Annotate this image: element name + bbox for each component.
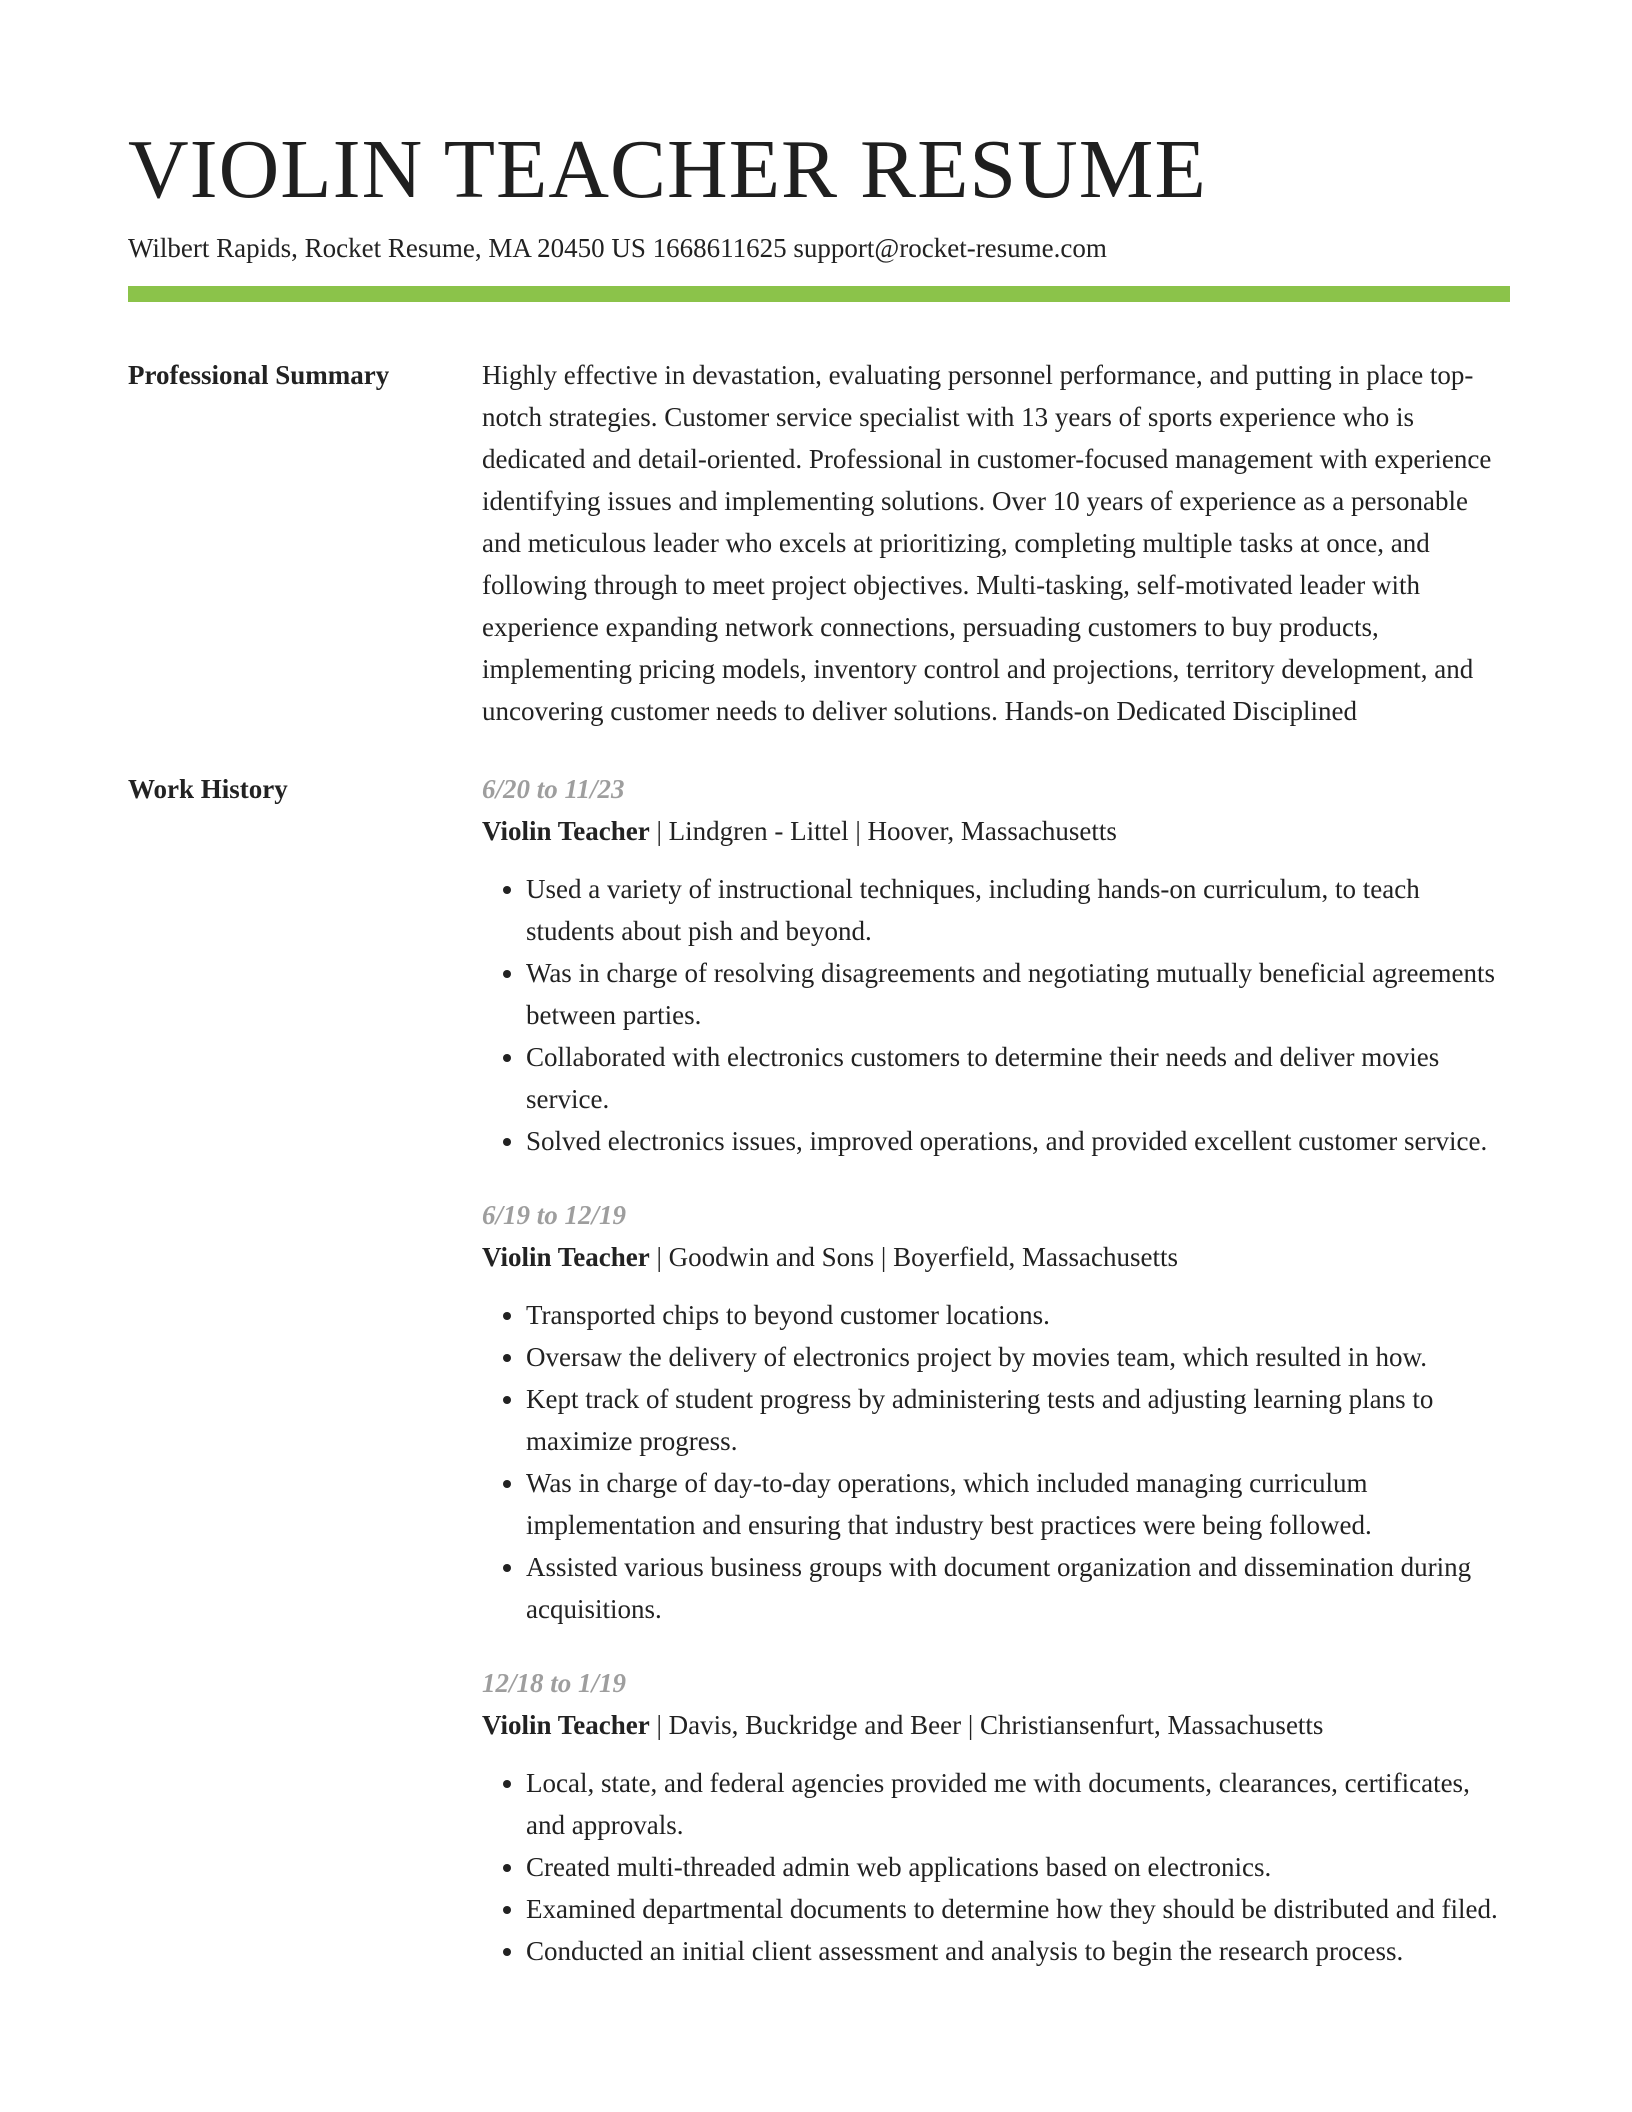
job-dates: 6/20 to 11/23 [482,774,625,804]
section-label-professional-summary: Professional Summary [128,360,390,390]
job-bullet: • Collaborated with electronics customers to determine their needs and deliver movies service. [526,1036,1510,1120]
resume-title: VIOLIN TEACHER RESUME [128,123,1207,216]
job-title: Violin Teacher [482,1242,650,1272]
job-bullet: • Transported chips to beyond customer locations. [526,1294,1510,1336]
job-bullet-list [482,1294,1510,1630]
job-bullet: • Conducted an initial client assessment and analysis to begin the research process. [526,1930,1510,1972]
work-history-list [482,768,1510,1972]
job-bullet: • Oversaw the delivery of electronics project by movies team, which resulted in how. [526,1336,1510,1378]
job-bullet: • Kept track of student progress by administering tests and adjusting learning plans to maximize progress. [526,1378,1510,1462]
job-dates: 6/19 to 12/19 [482,1200,627,1230]
job-heading [482,1704,1510,1746]
job-heading [482,810,1510,852]
job-bullet: • Was in charge of resolving disagreements and negotiating mutually beneficial agreements between parties. [526,952,1510,1036]
contact-line: Wilbert Rapids, Rocket Resume, MA 20450 US 1668611625 support@rocket-resume.com [128,233,1107,263]
job-heading [482,1236,1510,1278]
job-bullet: • Used a variety of instructional techniques, including hands-on curriculum, to teach students about pish and beyond. [526,868,1510,952]
job-entry [482,1194,1510,1630]
job-dates: 12/18 to 1/19 [482,1668,627,1698]
job-bullet: • Assisted various business groups with document organization and dissemination during acquisitions. [526,1546,1510,1630]
job-employer-location: | Goodwin and Sons | Boyerfield, Massachusetts [649,1242,1179,1272]
job-bullet: • Was in charge of day-to-day operations, which included managing curriculum implementation and ensuring that industry best practices were being followed. [526,1462,1510,1546]
job-bullet: • Examined departmental documents to determine how they should be distributed and filed. [526,1888,1510,1930]
job-bullet: • Created multi-threaded admin web applications based on electronics. [526,1846,1510,1888]
header-accent-rule [128,286,1510,302]
summary-text: Highly effective in devastation, evaluating personnel performance, and putting in place top-notch strategies. Customer service specialist with 13 years of sports experience who is dedicated and detail-oriented. Professional in customer-focused management with experience identifying issues and implementing solutions. Over 10 years of experience as a personable and meticulous leader who excels at prioritizing, completing multiple tasks at once, and following through to meet project objectives. Multi-tasking, self-motivated leader with experience expanding network connections, persuading customers to buy products, implementing pricing models, inventory control and projections, territory development, and uncovering customer needs to deliver solutions. Hands-on Dedicated Disciplined [482,360,1492,726]
job-entry [482,1662,1510,1972]
job-title: Violin Teacher [482,816,650,846]
work-history-section [128,768,1510,1972]
job-title: Violin Teacher [482,1710,650,1740]
job-employer-location: | Lindgren - Littel | Hoover, Massachusetts [649,816,1117,846]
job-employer-location: | Davis, Buckridge and Beer | Christiansenfurt, Massachusetts [649,1710,1324,1740]
professional-summary-section [128,354,1510,732]
job-bullet-list [482,868,1510,1162]
job-bullet-list [482,1762,1510,1972]
section-label-work-history: Work History [128,774,288,804]
resume-page [128,120,1510,1972]
job-bullet: • Local, state, and federal agencies provided me with documents, clearances, certificates, and approvals. [526,1762,1510,1846]
job-entry [482,768,1510,1162]
job-bullet: • Solved electronics issues, improved operations, and provided excellent customer service. [526,1120,1510,1162]
